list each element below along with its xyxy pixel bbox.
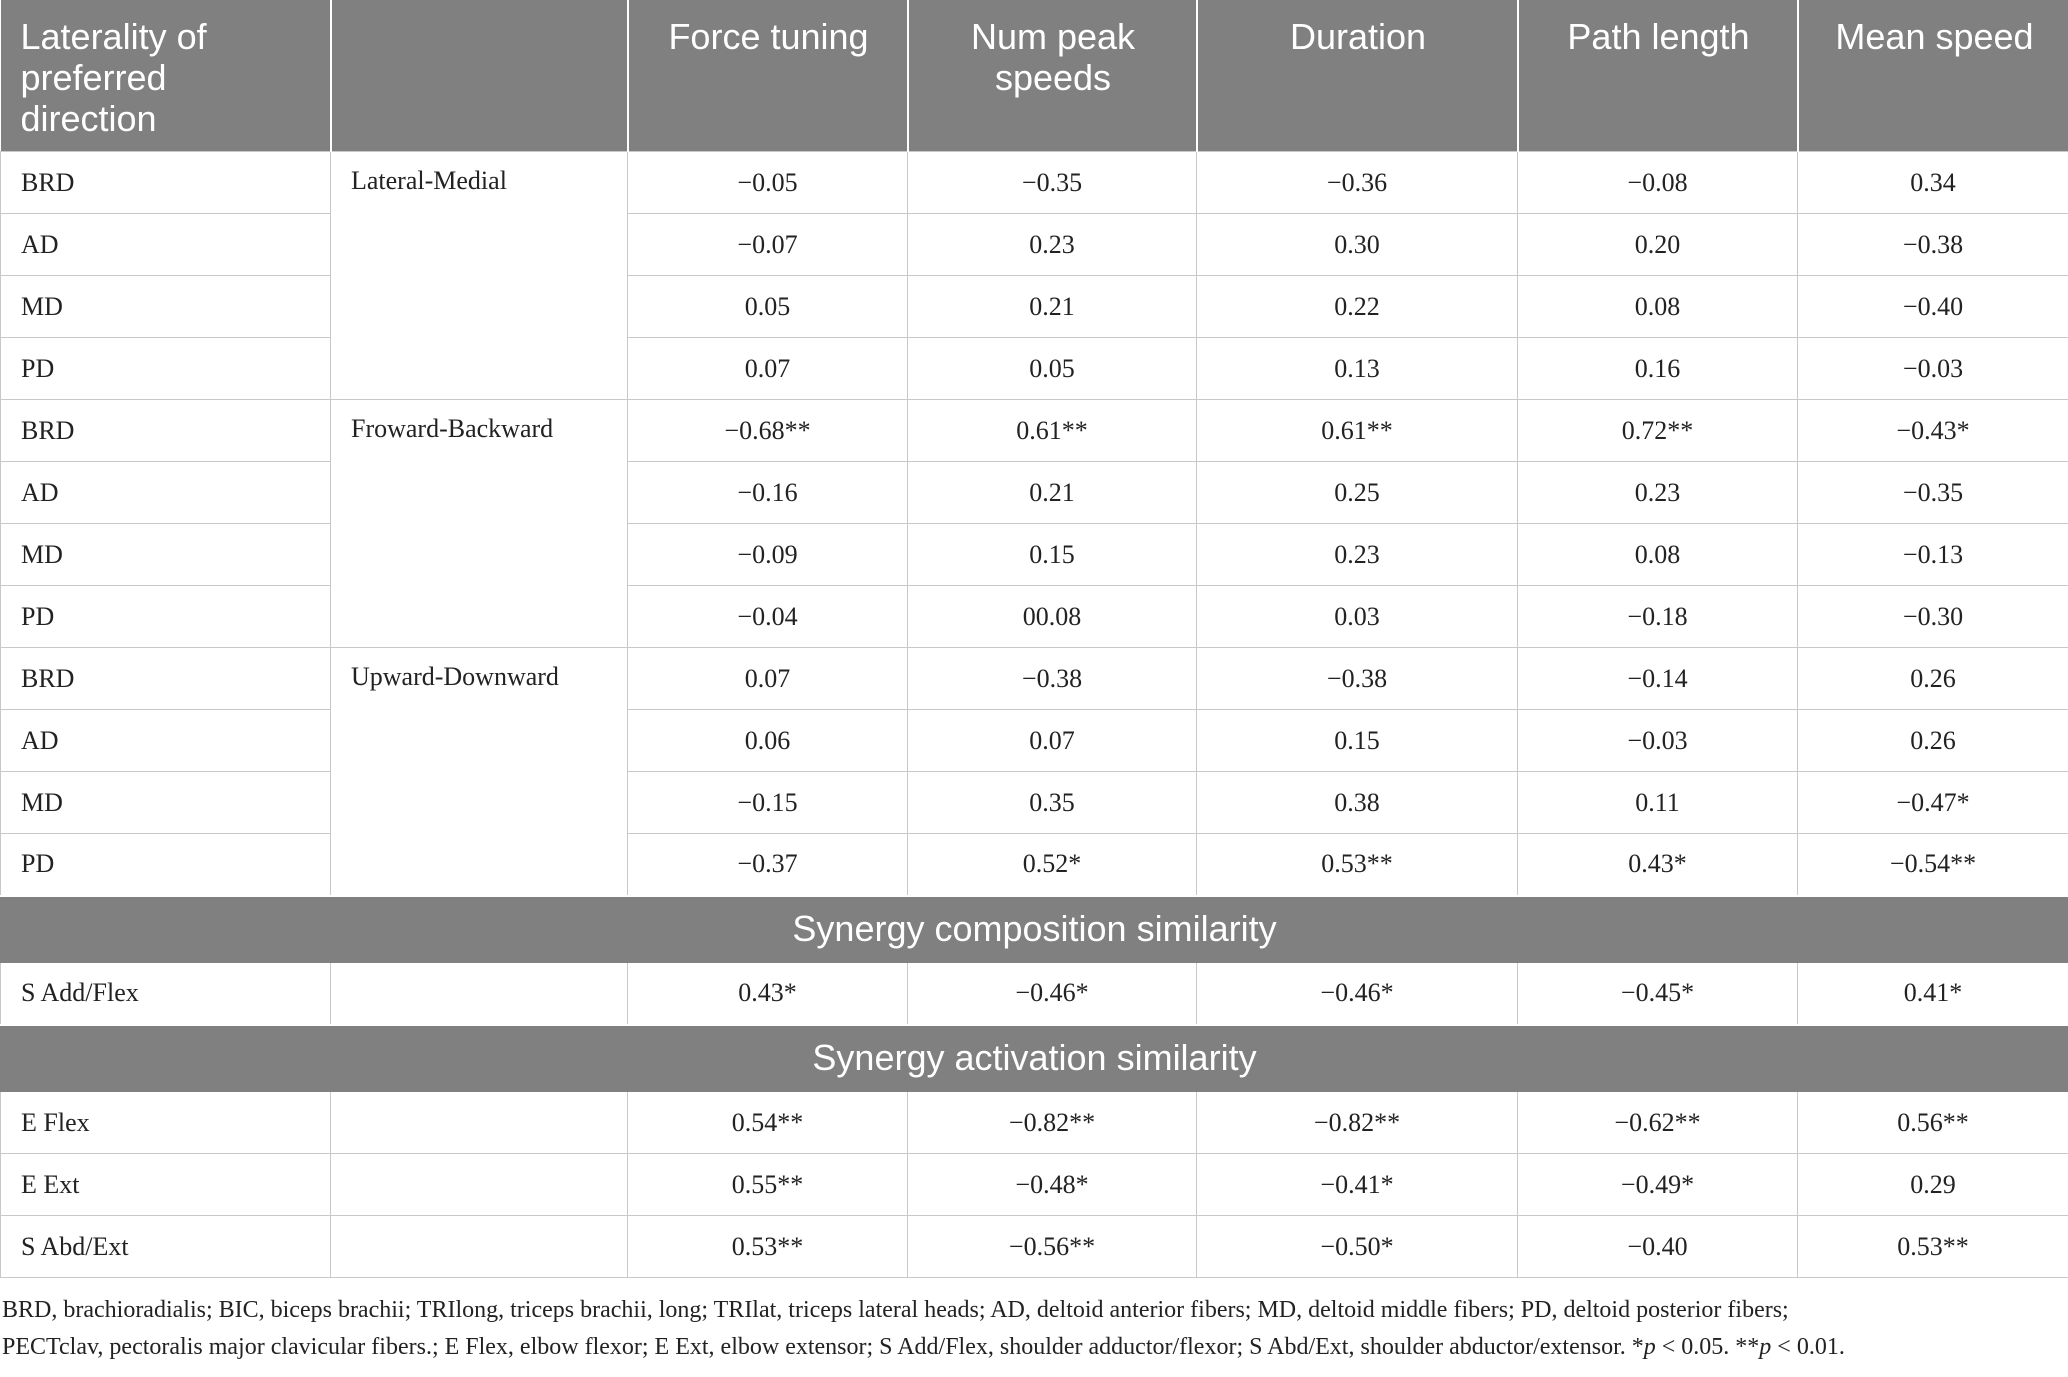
- value-cell: 0.07: [908, 710, 1197, 772]
- table-row: [1, 1154, 2068, 1216]
- muscle-cell: BRD: [1, 400, 331, 462]
- value-cell: −0.41*: [1197, 1154, 1518, 1216]
- value-cell: 0.56**: [1798, 1092, 2068, 1154]
- table-row: [1, 586, 2068, 648]
- value-cell: 0.55**: [628, 1154, 908, 1216]
- value-cell: 0.29: [1798, 1154, 2068, 1216]
- muscle-cell: PD: [1, 586, 331, 648]
- value-cell: 0.08: [1518, 276, 1798, 338]
- value-cell: −0.14: [1518, 648, 1798, 710]
- empty-cell: [331, 1154, 628, 1216]
- value-cell: 0.21: [908, 276, 1197, 338]
- header-force-tuning: Force tuning: [628, 0, 908, 152]
- value-cell: −0.43*: [1798, 400, 2068, 462]
- synergy-label-cell: E Flex: [1, 1092, 331, 1154]
- value-cell: 0.05: [628, 276, 908, 338]
- value-cell: 0.06: [628, 710, 908, 772]
- muscle-cell: BRD: [1, 648, 331, 710]
- value-cell: −0.54**: [1798, 834, 2068, 896]
- synergy-label-cell: S Add/Flex: [1, 963, 331, 1025]
- table-row: [1, 276, 2068, 338]
- value-cell: 0.21: [908, 462, 1197, 524]
- value-cell: 0.35: [908, 772, 1197, 834]
- value-cell: −0.56**: [908, 1216, 1197, 1278]
- value-cell: 0.61**: [908, 400, 1197, 462]
- empty-cell: [331, 963, 628, 1025]
- empty-cell: [331, 1216, 628, 1278]
- value-cell: 0.26: [1798, 648, 2068, 710]
- section-title: Synergy composition similarity: [1, 896, 2068, 963]
- table-row: [1, 524, 2068, 586]
- footnote-line2: PECTclav, pectoralis major clavicular fibers.; E Flex, elbow flexor; E Ext, elbow extensor; S Add/Flex, shoulder adductor/flexor; S Abd/Ext, shoulder abductor/extensor.: [2, 1334, 1632, 1360]
- value-cell: −0.40: [1798, 276, 2068, 338]
- value-cell: −0.38: [1197, 648, 1518, 710]
- table-row: [1, 834, 2068, 896]
- value-cell: 0.05: [908, 338, 1197, 400]
- value-cell: 0.43*: [1518, 834, 1798, 896]
- value-cell: −0.50*: [1197, 1216, 1518, 1278]
- value-cell: −0.07: [628, 214, 908, 276]
- section-header-row: [1, 1025, 2068, 1092]
- section-header-row: [1, 896, 2068, 963]
- value-cell: 0.11: [1518, 772, 1798, 834]
- direction-group-cell: Froward-Backward: [331, 400, 628, 648]
- synergy-label-cell: E Ext: [1, 1154, 331, 1216]
- value-cell: 0.53**: [628, 1216, 908, 1278]
- value-cell: 0.13: [1197, 338, 1518, 400]
- table-body: [1, 152, 2068, 1278]
- value-cell: 0.53**: [1197, 834, 1518, 896]
- muscle-cell: BRD: [1, 152, 331, 214]
- header-blank: [331, 0, 628, 152]
- value-cell: 0.15: [908, 524, 1197, 586]
- section-title: Synergy activation similarity: [1, 1025, 2068, 1092]
- synergy-label-cell: S Abd/Ext: [1, 1216, 331, 1278]
- table-header: [1, 0, 2068, 152]
- value-cell: 0.23: [1518, 462, 1798, 524]
- value-cell: −0.35: [1798, 462, 2068, 524]
- muscle-cell: PD: [1, 834, 331, 896]
- value-cell: −0.35: [908, 152, 1197, 214]
- value-cell: −0.47*: [1798, 772, 2068, 834]
- value-cell: 0.30: [1197, 214, 1518, 276]
- value-cell: 00.08: [908, 586, 1197, 648]
- value-cell: 0.23: [908, 214, 1197, 276]
- header-path-length: Path length: [1518, 0, 1798, 152]
- value-cell: 0.54**: [628, 1092, 908, 1154]
- value-cell: 0.08: [1518, 524, 1798, 586]
- empty-cell: [331, 1092, 628, 1154]
- value-cell: −0.46*: [908, 963, 1197, 1025]
- value-cell: −0.38: [908, 648, 1197, 710]
- value-cell: 0.53**: [1798, 1216, 2068, 1278]
- value-cell: −0.46*: [1197, 963, 1518, 1025]
- value-cell: 0.72**: [1518, 400, 1798, 462]
- muscle-cell: MD: [1, 772, 331, 834]
- value-cell: 0.25: [1197, 462, 1518, 524]
- value-cell: −0.09: [628, 524, 908, 586]
- header-duration: Duration: [1197, 0, 1518, 152]
- value-cell: 0.07: [628, 648, 908, 710]
- direction-group-cell: Lateral-Medial: [331, 152, 628, 400]
- muscle-cell: PD: [1, 338, 331, 400]
- value-cell: −0.45*: [1518, 963, 1798, 1025]
- header-mean-speed: Mean speed: [1798, 0, 2068, 152]
- footnote-sig2-rest: < 0.01.: [1771, 1334, 1845, 1360]
- value-cell: 0.22: [1197, 276, 1518, 338]
- header-row: [1, 0, 2068, 152]
- value-cell: 0.38: [1197, 772, 1518, 834]
- muscle-cell: MD: [1, 276, 331, 338]
- muscle-cell: AD: [1, 710, 331, 772]
- value-cell: 0.26: [1798, 710, 2068, 772]
- table-row: [1, 963, 2068, 1025]
- table-row: [1, 1092, 2068, 1154]
- table-row: [1, 462, 2068, 524]
- table-row: [1, 1216, 2068, 1278]
- value-cell: 0.16: [1518, 338, 1798, 400]
- value-cell: −0.03: [1518, 710, 1798, 772]
- table-footnote: [0, 1278, 2052, 1366]
- value-cell: 0.03: [1197, 586, 1518, 648]
- value-cell: −0.40: [1518, 1216, 1798, 1278]
- value-cell: −0.30: [1798, 586, 2068, 648]
- value-cell: 0.23: [1197, 524, 1518, 586]
- value-cell: −0.38: [1798, 214, 2068, 276]
- value-cell: −0.48*: [908, 1154, 1197, 1216]
- value-cell: −0.82**: [1197, 1092, 1518, 1154]
- value-cell: −0.05: [628, 152, 908, 214]
- value-cell: −0.36: [1197, 152, 1518, 214]
- value-cell: −0.82**: [908, 1092, 1197, 1154]
- value-cell: 0.15: [1197, 710, 1518, 772]
- value-cell: 0.07: [628, 338, 908, 400]
- value-cell: 0.20: [1518, 214, 1798, 276]
- footnote-line1: BRD, brachioradialis; BIC, biceps brachii; TRIlong, triceps brachii, long; TRIlat, triceps lateral heads; AD, deltoid anterior fibers; MD, deltoid middle fibers; PD, deltoid posterior fibers;: [2, 1297, 1789, 1323]
- footnote-sig1-p: p: [1643, 1334, 1656, 1360]
- value-cell: −0.68**: [628, 400, 908, 462]
- table-row: [1, 214, 2068, 276]
- footnote-sig2-p: p: [1759, 1334, 1772, 1360]
- footnote-sig2-mark: **: [1735, 1334, 1760, 1360]
- table-row: [1, 338, 2068, 400]
- table-row: [1, 710, 2068, 772]
- table-row: [1, 400, 2068, 462]
- value-cell: −0.49*: [1518, 1154, 1798, 1216]
- value-cell: −0.03: [1798, 338, 2068, 400]
- value-cell: −0.18: [1518, 586, 1798, 648]
- footnote-sig1-rest: < 0.05.: [1655, 1334, 1736, 1360]
- value-cell: 0.41*: [1798, 963, 2068, 1025]
- header-laterality: Laterality of preferred direction: [1, 0, 331, 152]
- muscle-cell: AD: [1, 214, 331, 276]
- muscle-cell: MD: [1, 524, 331, 586]
- value-cell: −0.37: [628, 834, 908, 896]
- header-num-peak-speeds: Num peak speeds: [908, 0, 1197, 152]
- value-cell: −0.04: [628, 586, 908, 648]
- value-cell: 0.61**: [1197, 400, 1518, 462]
- table-row: [1, 648, 2068, 710]
- value-cell: −0.16: [628, 462, 908, 524]
- table-row: [1, 772, 2068, 834]
- value-cell: −0.08: [1518, 152, 1798, 214]
- value-cell: −0.13: [1798, 524, 2068, 586]
- value-cell: 0.52*: [908, 834, 1197, 896]
- table-row: [1, 152, 2068, 214]
- value-cell: −0.15: [628, 772, 908, 834]
- value-cell: 0.43*: [628, 963, 908, 1025]
- direction-group-cell: Upward-Downward: [331, 648, 628, 896]
- footnote-sig1-mark: *: [1631, 1334, 1644, 1360]
- value-cell: 0.34: [1798, 152, 2068, 214]
- muscle-cell: AD: [1, 462, 331, 524]
- value-cell: −0.62**: [1518, 1092, 1798, 1154]
